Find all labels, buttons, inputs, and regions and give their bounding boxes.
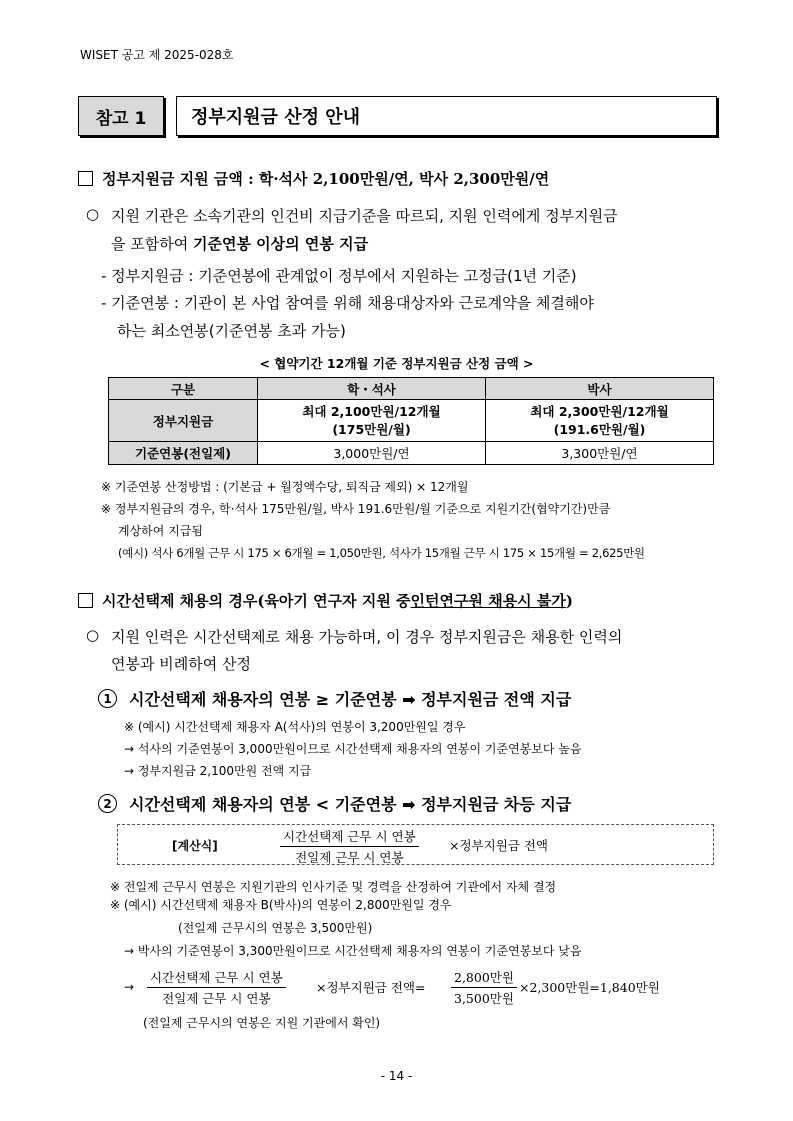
reference-title-text: 정부지원금 산정 안내 bbox=[191, 107, 361, 128]
case2-number-circle: 2 bbox=[98, 794, 117, 813]
reference-label-text: 참고 1 bbox=[95, 108, 147, 129]
amount-table bbox=[108, 377, 714, 465]
checkbox-square-icon bbox=[78, 171, 93, 186]
section1-para-line1: 지원 기관은 소속기관의 인건비 지급기준을 따르되, 지원 인력에게 정부지원금 bbox=[111, 207, 618, 225]
section1-dash2-line2: 하는 최소연봉(기준연봉 초과 가능) bbox=[117, 322, 346, 340]
section1-dash2-line1: - 기준연봉 : 기관이 본 사업 참여를 위해 채용대상자와 근로계약을 체결해야 bbox=[101, 294, 594, 312]
document-number: WISET 공고 제 2025-028호 bbox=[80, 48, 234, 62]
section1-note1: ※ 기준연봉 산정방법 : (기본급 + 월정액수당, 퇴직금 제외) × 12개월 bbox=[101, 480, 469, 494]
table-header-category: 구분 bbox=[109, 378, 258, 400]
case1-line1: ※ (예시) 시간선택제 채용자 A(석사)의 연봉이 3,200만원일 경우 bbox=[124, 720, 466, 734]
table-cell-subsidy-bachelor-master bbox=[258, 400, 486, 442]
reference-title bbox=[176, 96, 717, 136]
table-header-bachelor-master: 학・석사 bbox=[258, 378, 486, 400]
section1-example: (예시) 석사 6개월 근무 시 175 × 6개월 = 1,050만원, 석사가 15개월 근무 시 175 × 15개월 = 2,625만원 bbox=[118, 546, 645, 560]
page-number: - 14 - bbox=[380, 1069, 413, 1083]
circle-bullet-icon: ○ bbox=[86, 626, 100, 644]
case2-arrow-line: → 박사의 기준연봉이 3,300만원이므로 시간선택제 채용자의 연봉이 기준연봉보다 낮음 bbox=[124, 944, 582, 958]
section1-note2-line2: 계상하여 지급됨 bbox=[118, 524, 203, 538]
example-note: (전일제 근무시의 연봉은 지원 기관에서 확인) bbox=[143, 1016, 381, 1030]
table-row-label-subsidy: 정부지원금 bbox=[109, 400, 258, 442]
section2-heading bbox=[78, 590, 573, 611]
case1-line3: → 정부지원금 2,100만원 전액 지급 bbox=[124, 764, 312, 778]
example-result: ×2,300만원=1,840만원 bbox=[519, 980, 660, 995]
section2-heading-plain: 시간선택제 채용의 경우(육아기 연구자 지원 중 bbox=[102, 592, 411, 610]
section1-bullet bbox=[86, 205, 99, 223]
example-numerator: 시간선택제 근무 시 연봉 bbox=[147, 968, 286, 988]
case2-note1: ※ 전일제 근무시 연봉은 지원기관의 인사기준 및 경력을 산정하여 기관에서 자체 결정 bbox=[110, 880, 557, 894]
section1-para-line2-bold: 기준연봉 이상의 연봉 지급 bbox=[193, 235, 369, 253]
example-value-denominator: 3,500만원 bbox=[454, 991, 514, 1006]
case2-note3: (전일제 근무시의 연봉은 3,500만원) bbox=[178, 921, 373, 935]
section1-heading-text: 정부지원금 지원 금액 : 학·석사 2,100만원/연, 박사 2,300만원/연 bbox=[102, 170, 550, 188]
calc-formula-fraction bbox=[280, 827, 419, 866]
section2-bullet bbox=[86, 626, 99, 644]
reference-label bbox=[78, 96, 164, 136]
section2-para-line2: 연봉과 비례하여 산정 bbox=[111, 655, 251, 673]
checkbox-square-icon bbox=[78, 593, 93, 608]
section2-heading-underlined: 인턴연구원 채용시 불가 bbox=[410, 592, 566, 610]
case1-number-circle: 1 bbox=[98, 689, 117, 708]
section1-note2-line1: ※ 정부지원금의 경우, 학·석사 175만원/월, 박사 191.6만원/월 기준으로 지원기간(협약기간)만큼 bbox=[101, 502, 611, 516]
table-cell-subsidy-phd bbox=[486, 400, 714, 442]
case1-heading-text: 시간선택제 채용자의 연봉 ≥ 기준연봉 ➡ 정부지원금 전액 지급 bbox=[129, 690, 572, 709]
section2-para-line1: 지원 인력은 시간선택제로 채용 가능하며, 이 경우 정부지원금은 채용한 인력의 bbox=[111, 628, 623, 646]
cell-line: (175만원/월) bbox=[332, 421, 411, 437]
case2-note2: ※ (예시) 시간선택제 채용자 B(박사)의 연봉이 2,800만원일 경우 bbox=[110, 898, 452, 912]
section1-heading bbox=[78, 168, 549, 189]
example-denominator: 전일제 근무 시 연봉 bbox=[162, 991, 271, 1006]
calc-formula-tail: ×정부지원금 전액 bbox=[449, 838, 548, 853]
section1-para-line2 bbox=[111, 233, 368, 254]
table-cell-base-bachelor-master: 3,000만원/연 bbox=[258, 442, 486, 465]
example-mid: ×정부지원금 전액= bbox=[316, 980, 426, 995]
example-fraction bbox=[147, 968, 286, 1007]
example-arrow: → bbox=[124, 980, 135, 994]
calc-formula-denominator: 전일제 근무 시 연봉 bbox=[295, 850, 404, 865]
case2-heading bbox=[98, 792, 571, 815]
table-row bbox=[109, 400, 714, 442]
table-cell-base-phd: 3,300만원/연 bbox=[486, 442, 714, 465]
section2-heading-close: ) bbox=[565, 591, 573, 610]
table-caption: < 협약기간 12개월 기준 정부지원금 산정 금액 > bbox=[259, 356, 534, 371]
example-value-numerator: 2,800만원 bbox=[451, 968, 517, 988]
cell-line: (191.6만원/월) bbox=[553, 421, 646, 437]
calc-label: [계산식] bbox=[172, 839, 218, 853]
section1-para-line2-plain: 을 포함하여 bbox=[111, 235, 193, 253]
table-header-row bbox=[109, 378, 714, 400]
case1-line2: → 석사의 기준연봉이 3,000만원이므로 시간선택제 채용자의 연봉이 기준연봉보다 높음 bbox=[124, 742, 582, 756]
table-row-label-base-salary: 기준연봉(전일제) bbox=[109, 442, 258, 465]
section1-dash1: - 정부지원금 : 기준연봉에 관계없이 정부에서 지원하는 고정급(1년 기준) bbox=[101, 267, 577, 285]
cell-line: 최대 2,300만원/12개월 bbox=[530, 403, 669, 419]
case1-heading bbox=[98, 687, 571, 710]
case2-heading-text: 시간선택제 채용자의 연봉 < 기준연봉 ➡ 정부지원금 차등 지급 bbox=[129, 795, 572, 814]
example-value-fraction bbox=[451, 968, 517, 1007]
circle-bullet-icon: ○ bbox=[86, 205, 100, 223]
calc-formula-numerator: 시간선택제 근무 시 연봉 bbox=[280, 827, 419, 847]
table-row bbox=[109, 442, 714, 465]
cell-line: 최대 2,100만원/12개월 bbox=[302, 403, 441, 419]
table-header-phd: 박사 bbox=[486, 378, 714, 400]
